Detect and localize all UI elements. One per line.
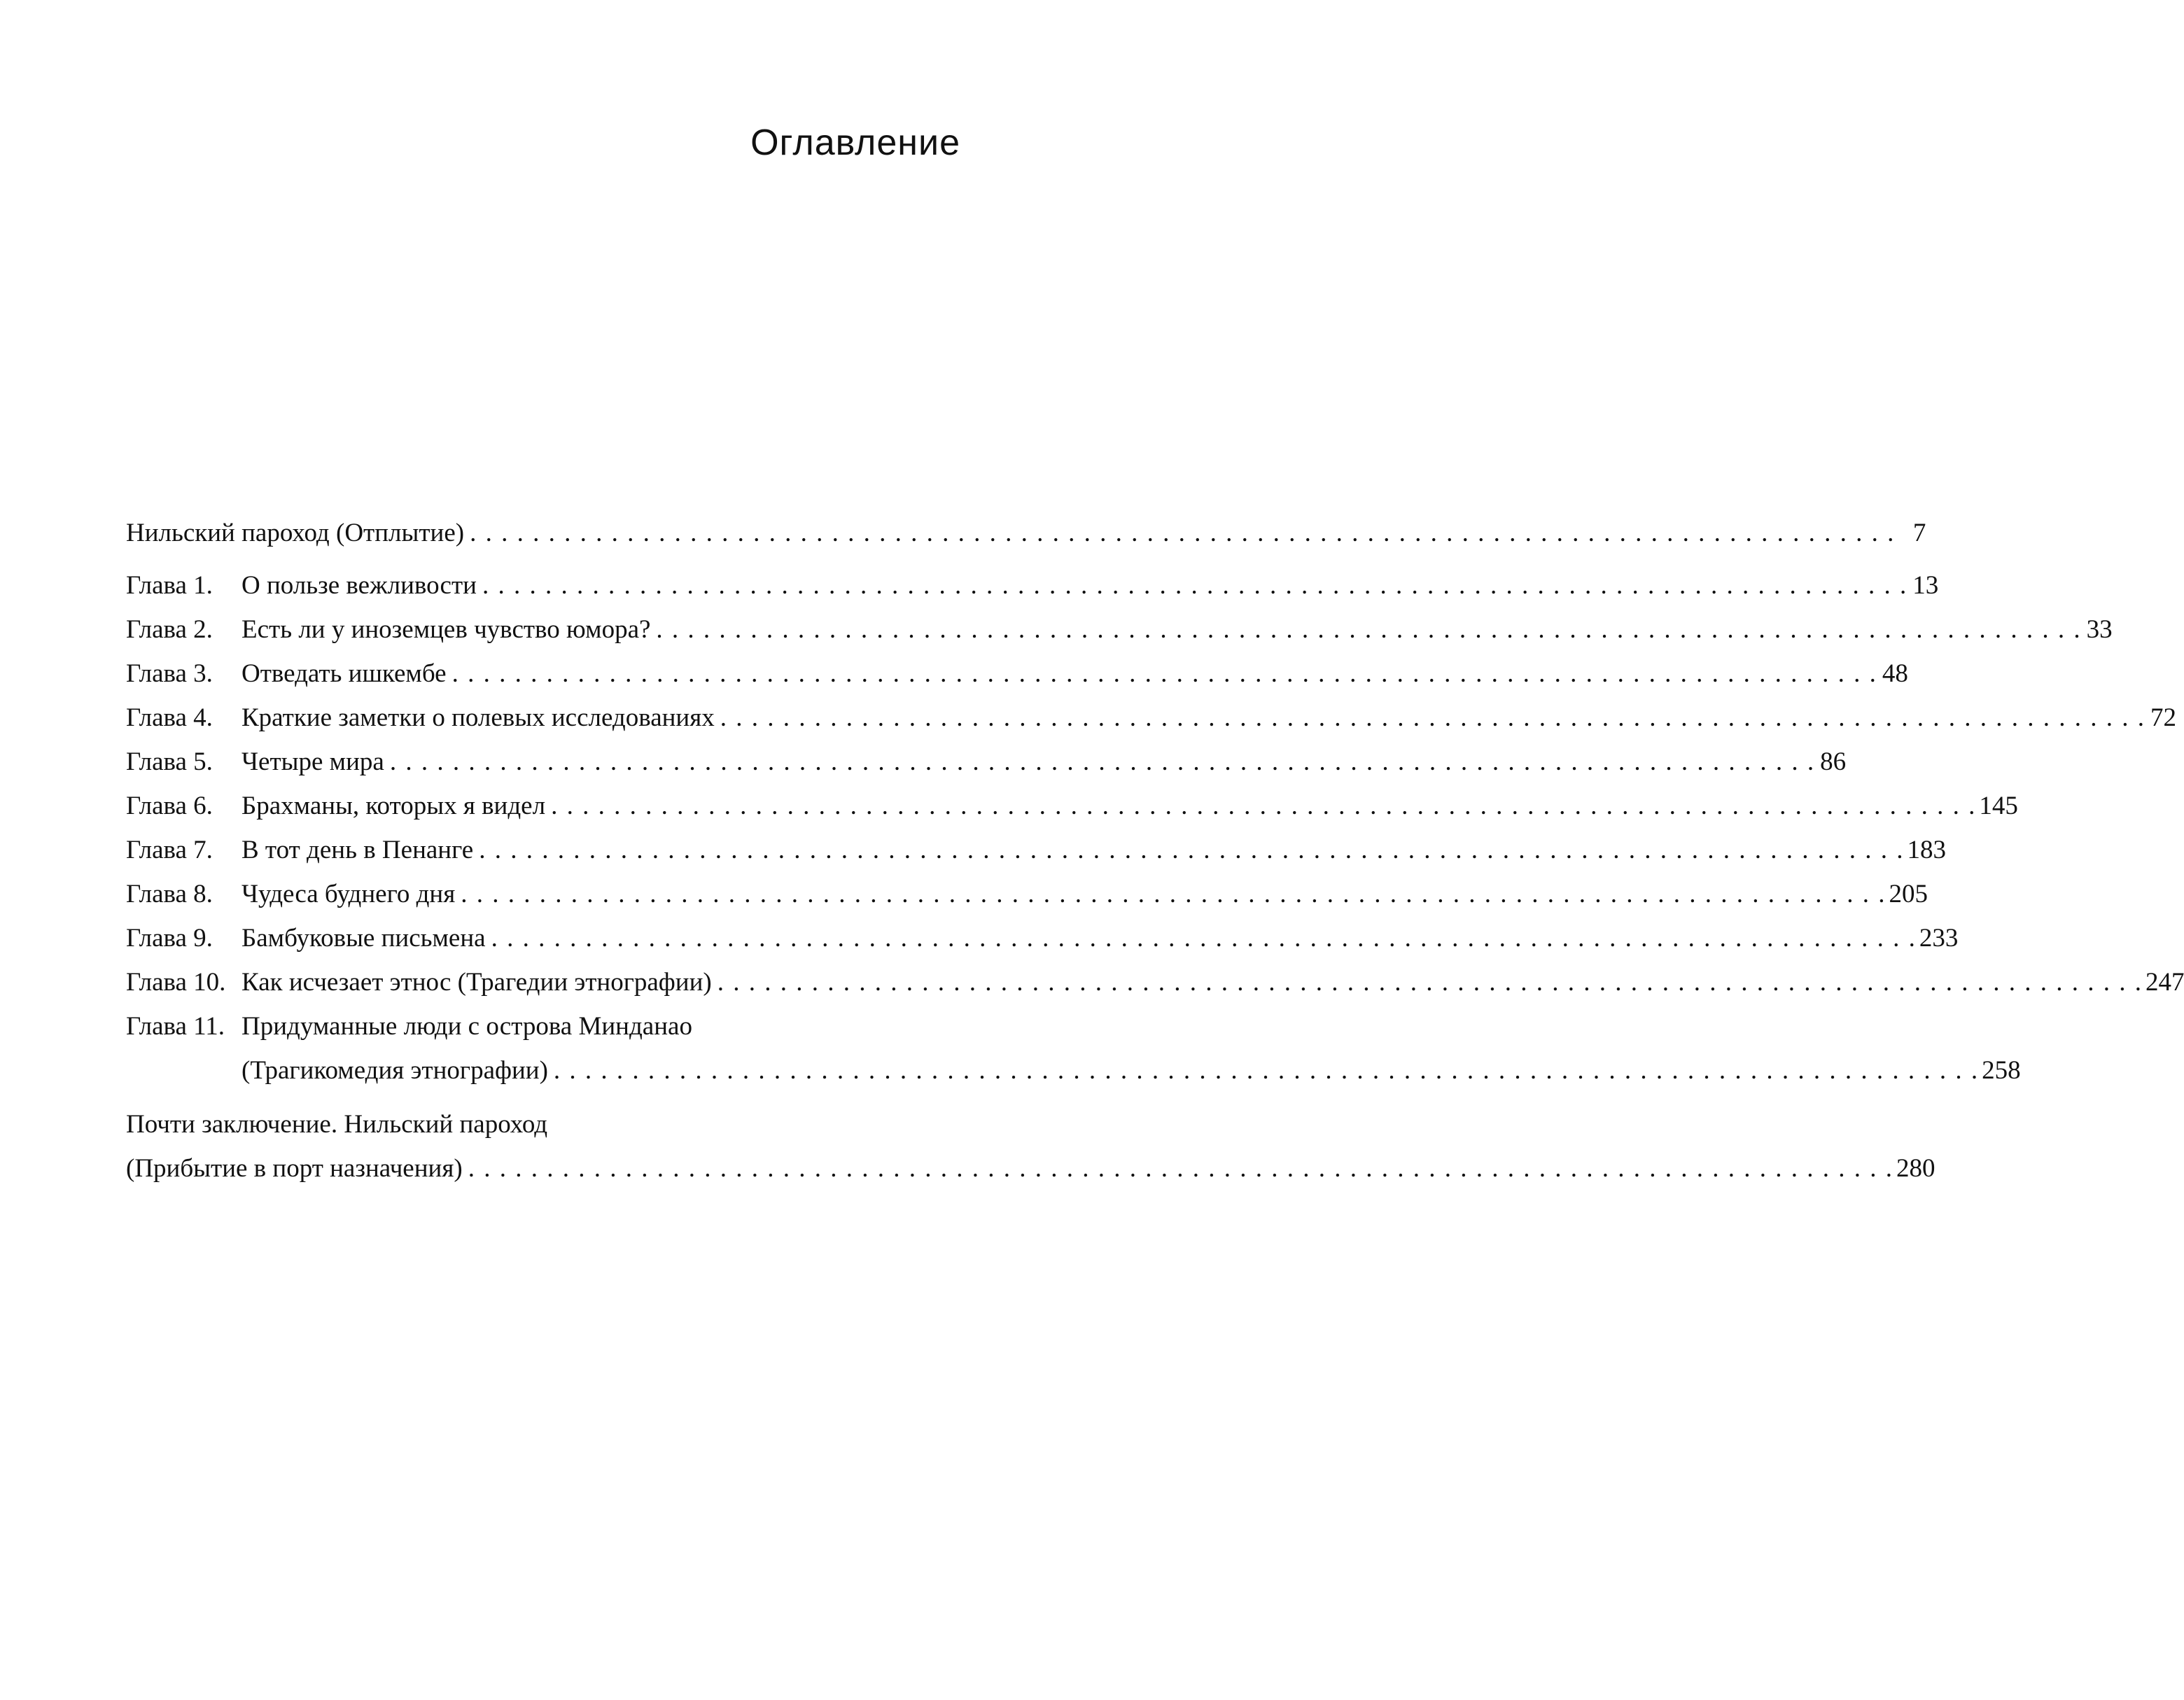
toc-entry-page: 72 — [2150, 703, 2177, 732]
toc-entry-prologue[interactable] — [126, 511, 1926, 555]
toc-entry-page: 205 — [1889, 880, 1928, 908]
toc-entry-title: Есть ли у иноземцев чувство юмора? — [241, 615, 651, 644]
toc-entry-title: Брахманы, которых я видел — [241, 792, 546, 820]
chapter-label: Глава 7. — [126, 836, 213, 864]
toc-entry-page: 183 — [1907, 836, 1946, 864]
dot-leader — [468, 1146, 1892, 1190]
toc-entry-chapter-11[interactable] — [126, 1004, 2021, 1093]
toc-entry-chapter-1[interactable] — [126, 563, 1939, 607]
toc-entry-title: Отведать ишкембе — [241, 659, 447, 688]
toc-entry-page: 233 — [1919, 924, 1959, 953]
toc-entry-chapter-8[interactable] — [126, 872, 1928, 916]
toc-entry-title: Как исчезает этнос (Трагедии этнографии) — [241, 968, 712, 997]
toc-entry-title-line-1: Почти заключение. Нильский пароход — [126, 1110, 548, 1139]
toc-entry-title: О пользе вежливости — [241, 571, 477, 600]
chapter-label: Глава 5. — [126, 747, 213, 776]
toc-entry-title-line-1: Придуманные люди с острова Минданао — [241, 1012, 692, 1041]
dot-leader — [390, 740, 1814, 784]
toc-entry-epilogue[interactable] — [126, 1102, 1935, 1190]
toc-entry-chapter-6[interactable] — [126, 784, 2018, 828]
toc-entry-page: 145 — [1979, 792, 2018, 820]
toc-entry-title-line-2: (Трагикомедия этнографии) — [241, 1056, 548, 1085]
toc-entry-title: Чудеса буднего дня — [241, 880, 456, 908]
chapter-label: Глава 9. — [126, 924, 213, 953]
toc-entry-title: Нильский пароход (Отплытие) — [126, 519, 465, 547]
toc-entry-title: Четыре мира — [241, 747, 384, 776]
dot-leader — [656, 607, 2080, 652]
dot-leader — [482, 563, 1906, 607]
toc-entry-chapter-2[interactable] — [126, 607, 2113, 652]
toc-entry-page: 258 — [1982, 1056, 2021, 1085]
toc-entry-page: 13 — [1912, 571, 1939, 600]
chapter-label: Глава 1. — [126, 571, 213, 600]
toc-entry-title: В тот день в Пенанге — [241, 836, 474, 864]
table-of-contents — [126, 511, 2184, 1190]
toc-entry-chapter-3[interactable] — [126, 652, 1908, 696]
toc-entry-chapter-10[interactable] — [126, 960, 2184, 1004]
toc-entry-page: 280 — [1896, 1154, 1935, 1183]
chapter-label: Глава 10. — [126, 968, 226, 997]
toc-entry-chapter-5[interactable] — [126, 740, 1847, 784]
chapter-label: Глава 3. — [126, 659, 213, 688]
toc-entry-page: 7 — [1912, 519, 1926, 547]
toc-entry-chapter-4[interactable] — [126, 696, 2177, 740]
dot-leader — [479, 828, 1903, 872]
dot-leader — [554, 1048, 1977, 1093]
chapter-label: Глава 11. — [126, 1012, 225, 1041]
toc-entry-title: Бамбуковые письмена — [241, 924, 486, 953]
toc-entry-page: 247 — [2145, 968, 2184, 997]
dot-leader — [452, 652, 1876, 696]
toc-entry-title: Краткие заметки о полевых исследованиях — [241, 703, 715, 732]
toc-entry-page: 48 — [1882, 659, 1908, 688]
dot-leader — [470, 511, 1893, 555]
toc-entry-page: 33 — [2086, 615, 2113, 644]
dot-leader — [551, 784, 1975, 828]
dot-leader — [720, 696, 2144, 740]
toc-entry-chapter-9[interactable] — [126, 916, 1959, 960]
toc-entry-title-line-2: (Прибытие в порт назначения) — [126, 1154, 463, 1183]
chapter-label: Глава 4. — [126, 703, 213, 732]
dot-leader — [461, 872, 1884, 916]
dot-leader — [718, 960, 2141, 1004]
dot-leader — [491, 916, 1915, 960]
chapter-label: Глава 8. — [126, 880, 213, 908]
chapter-label: Глава 2. — [126, 615, 213, 644]
chapter-label: Глава 6. — [126, 792, 213, 820]
toc-entry-page: 86 — [1820, 747, 1847, 776]
page-title: Оглавление — [750, 122, 960, 163]
toc-entry-chapter-7[interactable] — [126, 828, 1946, 872]
